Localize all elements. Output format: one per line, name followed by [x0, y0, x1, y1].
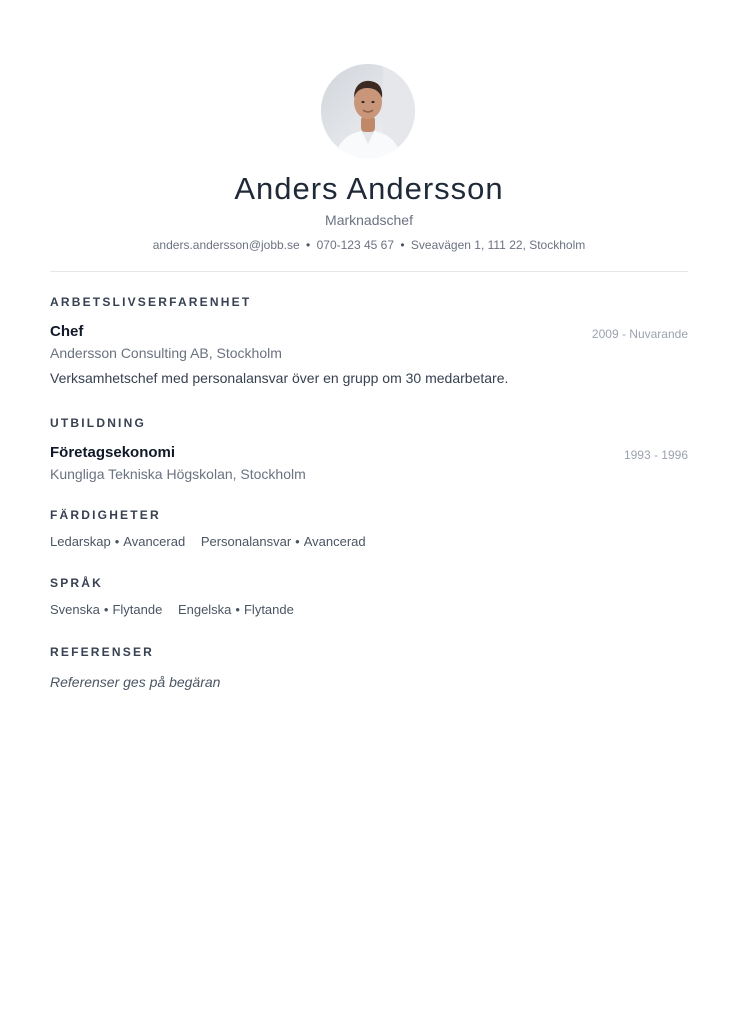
languages-list [50, 601, 306, 619]
language-separator: • [103, 602, 109, 617]
skill-level: Avancerad [123, 534, 186, 549]
references-text: Referenser ges på begäran [50, 674, 221, 690]
education-school: Kungliga Tekniska Högskolan, Stockholm [50, 466, 306, 482]
section-heading-languages: SPRÅK [50, 576, 104, 590]
language-item [178, 602, 294, 617]
experience-description: Verksamhetschef med personalansvar över en grupp om 30 medarbetare. [50, 370, 509, 386]
language-level: Flytande [243, 602, 294, 617]
section-heading-references: REFERENSER [50, 645, 155, 659]
language-item [50, 602, 162, 617]
language-name: Engelska [177, 602, 232, 617]
person-name: Anders Andersson [234, 171, 504, 206]
header-divider [50, 271, 688, 272]
skill-separator: • [114, 534, 120, 549]
education-title: Företagsekonomi [50, 444, 176, 461]
contact-separator: • [306, 238, 311, 252]
skill-name: Ledarskap [50, 534, 111, 549]
skills-list [50, 533, 378, 551]
skill-level: Avancerad [303, 534, 366, 549]
contact-email: anders.andersson@jobb.se [152, 238, 300, 252]
section-heading-skills: FÄRDIGHETER [50, 508, 161, 522]
contact-line [50, 237, 688, 253]
skill-item [201, 534, 366, 549]
skill-name: Personalansvar [200, 534, 292, 549]
contact-separator: • [400, 238, 405, 252]
contact-address: Sveavägen 1, 111 22, Stockholm [410, 238, 586, 252]
job-title: Marknadschef [325, 212, 413, 228]
experience-date: 2009 - Nuvarande [591, 327, 688, 341]
language-name: Svenska [50, 602, 100, 617]
person-photo-icon [321, 64, 415, 158]
language-level: Flytande [112, 602, 163, 617]
section-heading-education: UTBILDNING [50, 416, 146, 430]
language-separator: • [235, 602, 240, 617]
education-date: 1993 - 1996 [623, 448, 688, 462]
experience-company: Andersson Consulting AB, Stockholm [50, 345, 282, 361]
section-heading-experience: ARBETSLIVSERFARENHET [50, 295, 252, 309]
contact-phone: 070-123 45 67 [316, 238, 394, 252]
profile-photo [321, 64, 415, 158]
skill-item [50, 534, 185, 549]
experience-title: Chef [50, 323, 84, 340]
skill-separator: • [295, 534, 300, 549]
